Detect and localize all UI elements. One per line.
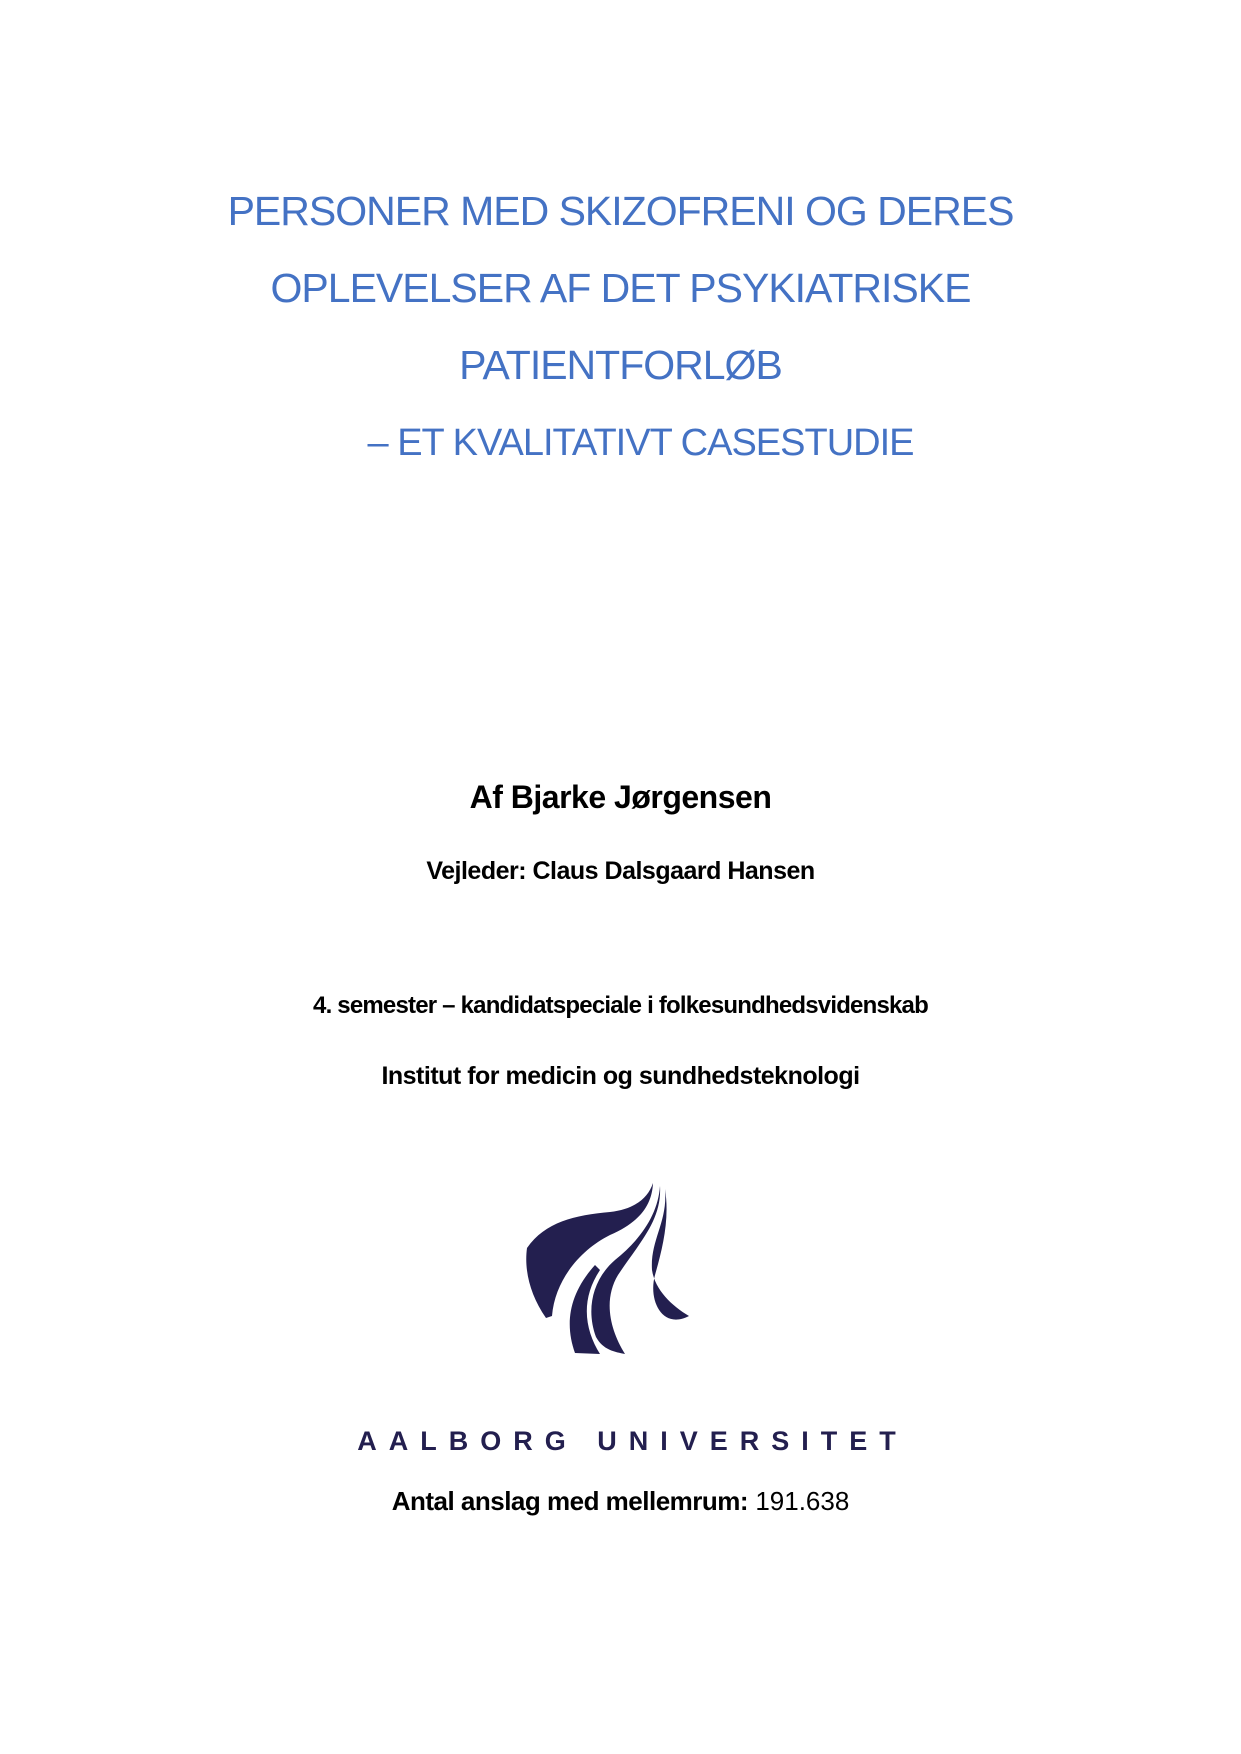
author: Af Bjarke Jørgensen <box>469 779 772 815</box>
subtitle: – ET KVALITATIVT CASESTUDIE <box>367 422 914 464</box>
title-line-3: PATIENTFORLØB <box>459 342 782 388</box>
title-line-1: PERSONER MED SKIZOFRENI OG DERES <box>227 188 1014 234</box>
character-count <box>0 1486 1241 1517</box>
supervisor: Vejleder: Claus Dalsgaard Hansen <box>426 857 815 885</box>
character-count-label: Antal anslag med mellemrum: <box>391 1486 749 1516</box>
character-count-value: 191.638 <box>755 1486 850 1516</box>
aalborg-university-logo <box>520 1180 710 1370</box>
semester: 4. semester – kandidatspeciale i folkesundhedsvidenskab <box>313 992 928 1019</box>
institute: Institut for medicin og sundhedsteknologi <box>381 1062 860 1090</box>
title-line-2: OPLEVELSER AF DET PSYKIATRISKE <box>270 265 971 311</box>
university-name: AALBORG UNIVERSITET <box>357 1426 908 1456</box>
